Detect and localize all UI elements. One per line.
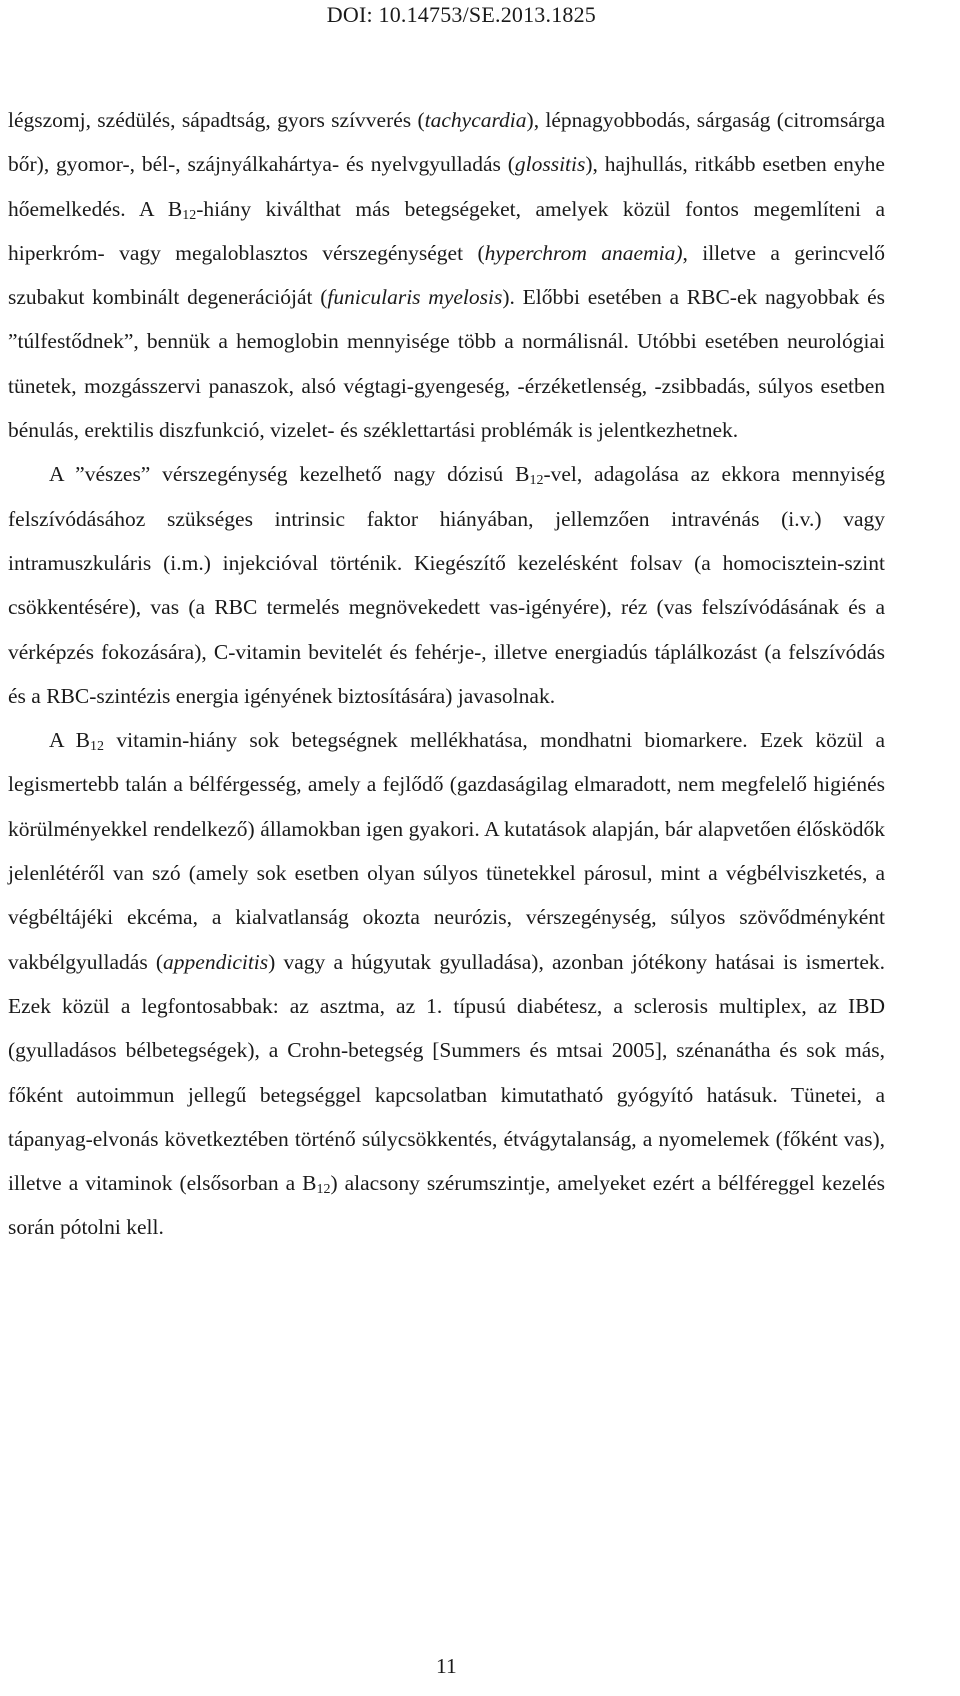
subscript: 12 bbox=[182, 207, 197, 223]
text-run: A B bbox=[49, 728, 91, 753]
text-run: -hiány kiválthat más betegségeket, amelyek közül fontos megemlíteni a hiperkróm- vagy megaloblasztos vérszegénységet ( bbox=[8, 196, 886, 265]
paragraph-3 bbox=[8, 718, 885, 1250]
text-run: ), lépnagyobbodás, sárgaság (citromsárga bőr), gyomor-, bél-, szájnyálkahártya- és nyelvgyulladás ( bbox=[8, 108, 885, 177]
text-run: vitamin-hiány sok betegségnek mellékhatása, mondhatni biomarkere. Ezek közül a legismertebb talán a bélférgesség, amely a fejlődő (gazdaságilag elmaradott, nem megfelelő higiénés körülményekkel rendelkező) államokban igen gyakori. A kutatások alapján, bár alapvetően élősködők jelenlétéről van szó (amely sok esetben olyan súlyos tünetekkel párosul, mint a végbélviszketés, a végbéltájéki ekcéma, a kialvatlanság okozta neurózis, vérszegénység, súlyos szövődményként vakbélgyulladás ( bbox=[8, 728, 885, 974]
text-run: , illetve a gerincvelő szubakut kombinált degenerációját ( bbox=[8, 240, 885, 310]
document-body bbox=[8, 98, 885, 1250]
text-run: ) vagy a húgyutak gyulladása), azonban jótékony hatásai is ismertek. Ezek közül a legfontosabbak: az asztma, az 1. típusú diabétesz, a sclerosis multiplex, az IBD (gyulladásos bélbetegségek), a Crohn-betegség [Summers és mtsai 2005], szénanátha és sok más, főként autoimmun jellegű betegséggel kapcsolatban kimutatható gyógyító hatásuk. Tünetei, a tápanyag-elvonás következtében történő súlycsökkentés, étvágytalanság, a nyomelemek (főként vas), illetve a vitaminok (elsősorban a B bbox=[8, 949, 885, 1196]
text-run: légszomj, szédülés, sápadtság, gyors szívverés ( bbox=[8, 108, 425, 132]
doi-header: DOI: 10.14753/SE.2013.1825 bbox=[326, 2, 596, 27]
text-run: ), hajhullás, ritkább esetben enyhe hőemelkedés. A B bbox=[8, 152, 885, 221]
italic-term: hyperchrom anaemia) bbox=[484, 240, 683, 265]
text-run: A ”vészes” vérszegénység kezelhető nagy dózisú B bbox=[49, 462, 530, 487]
paragraph-1 bbox=[8, 98, 885, 452]
subscript: 12 bbox=[90, 739, 105, 755]
page-number: 11 bbox=[436, 1654, 457, 1678]
italic-term: glossitis bbox=[514, 152, 586, 177]
subscript: 12 bbox=[316, 1182, 331, 1198]
italic-term: appendicitis bbox=[163, 949, 269, 974]
text-run: ) alacsony szérumszintje, amelyeket ezért a bélféreggel kezelés során pótolni kell. bbox=[8, 1171, 885, 1240]
italic-term: tachycardia bbox=[424, 108, 527, 132]
text-run: -vel, adagolása az ekkora mennyiség felszívódásához szükséges intrinsic faktor hiányában, jellemzően intravénás (i.v.) vagy intramuszkuláris (i.m.) injekcióval történik. Kiegészítő kezelésként folsav (a homocisztein-szint csökkentésére), vas (a RBC termelés megnövekedett vas-igényére), réz (vas felszívódásának és a vérképzés fokozására), C-vitamin bevitelét és fehérje-, illetve energiadús táplálkozást (a felszívódás és a RBC-szintézis energia igényének biztosítására) javasolnak. bbox=[8, 462, 885, 708]
paragraph-2 bbox=[8, 452, 885, 718]
italic-term: funicularis myelosis bbox=[327, 285, 503, 310]
subscript: 12 bbox=[529, 473, 544, 489]
text-run: ). Előbbi esetében a RBC-ek nagyobbak és ”túlfestődnek”, bennük a hemoglobin mennyisége több a normálisnál. Utóbbi esetében neurológiai tünetek, mozgásszervi panaszok, alsó végtagi-gyengeség, -érzéketlenség, -zsibbadás, súlyos esetben bénulás, erektilis diszfunkció, vizelet- és széklettartási problémák is jelentkezhetnek. bbox=[8, 285, 885, 443]
